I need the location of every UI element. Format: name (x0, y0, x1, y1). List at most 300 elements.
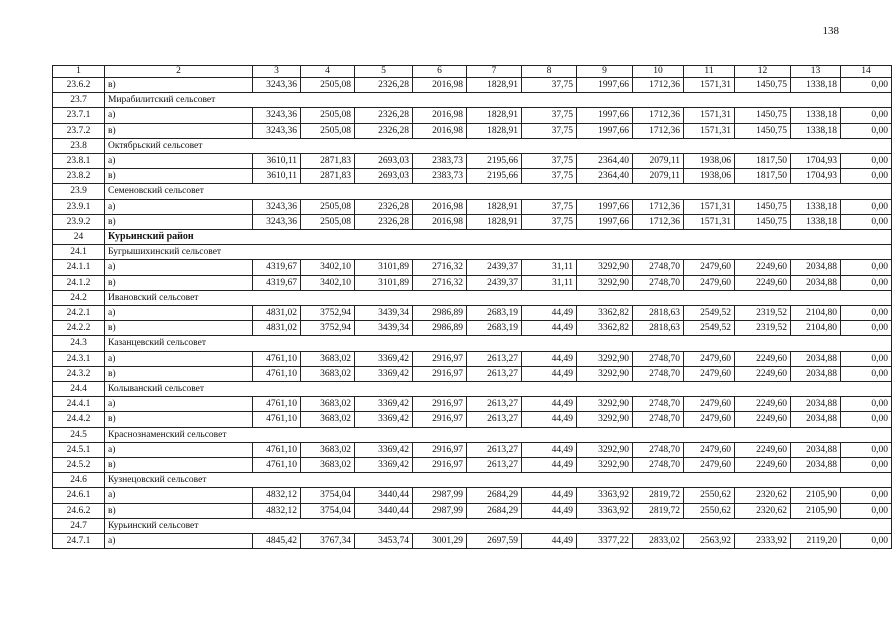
value-cell: 3243,36 (253, 78, 301, 93)
row-code: 24.2.1 (53, 306, 105, 321)
value-cell: 2505,08 (301, 108, 355, 123)
value-cell: 0,00 (841, 123, 892, 138)
value-cell: 3243,36 (253, 108, 301, 123)
value-cell: 2505,08 (301, 199, 355, 214)
value-cell: 1712,36 (633, 78, 684, 93)
row-code: 23.9.1 (53, 199, 105, 214)
value-cell: 2683,19 (467, 321, 522, 336)
value-cell: 37,75 (522, 214, 577, 229)
value-cell: 2479,60 (684, 397, 735, 412)
value-cell: 1450,75 (735, 108, 791, 123)
row-label: а) (105, 199, 253, 214)
value-cell: 2549,52 (684, 306, 735, 321)
value-cell: 0,00 (841, 108, 892, 123)
value-cell: 1450,75 (735, 78, 791, 93)
row-label: в) (105, 169, 253, 184)
value-cell: 2833,02 (633, 534, 684, 549)
section-title: Курьинский район (105, 230, 892, 245)
value-cell: 2916,97 (413, 412, 467, 427)
value-cell: 3683,02 (301, 351, 355, 366)
row-code: 23.7 (53, 93, 105, 108)
value-cell: 3292,90 (577, 351, 633, 366)
value-cell: 2479,60 (684, 412, 735, 427)
value-cell: 1938,06 (684, 169, 735, 184)
row-label: а) (105, 108, 253, 123)
value-cell: 2613,27 (467, 412, 522, 427)
value-cell: 2079,11 (633, 154, 684, 169)
value-cell: 1828,91 (467, 78, 522, 93)
value-cell: 2871,83 (301, 154, 355, 169)
table-row (53, 199, 892, 214)
value-cell: 1817,50 (735, 169, 791, 184)
value-cell: 3243,36 (253, 123, 301, 138)
value-cell: 44,49 (522, 534, 577, 549)
value-cell: 2916,97 (413, 366, 467, 381)
value-cell: 4761,10 (253, 458, 301, 473)
value-cell: 2818,63 (633, 321, 684, 336)
row-label: в) (105, 275, 253, 290)
value-cell: 3683,02 (301, 412, 355, 427)
value-cell: 2249,60 (735, 275, 791, 290)
table-row (53, 321, 892, 336)
value-cell: 2819,72 (633, 503, 684, 518)
value-cell: 4319,67 (253, 275, 301, 290)
value-cell: 3101,89 (355, 260, 413, 275)
value-cell: 3683,02 (301, 366, 355, 381)
table-row (53, 412, 892, 427)
column-header: 13 (791, 66, 841, 78)
section-row (53, 427, 892, 442)
value-cell: 1828,91 (467, 123, 522, 138)
value-cell: 2818,63 (633, 306, 684, 321)
value-cell: 2383,73 (413, 169, 467, 184)
column-header: 11 (684, 66, 735, 78)
value-cell: 3292,90 (577, 458, 633, 473)
value-cell: 1997,66 (577, 108, 633, 123)
value-cell: 2326,28 (355, 78, 413, 93)
row-code: 24.6.1 (53, 488, 105, 503)
value-cell: 1828,91 (467, 199, 522, 214)
value-cell: 3683,02 (301, 397, 355, 412)
column-header: 14 (841, 66, 892, 78)
section-title: Казанцевский сельсовет (105, 336, 892, 351)
value-cell: 2916,97 (413, 458, 467, 473)
value-cell: 2319,52 (735, 321, 791, 336)
value-cell: 44,49 (522, 412, 577, 427)
value-cell: 0,00 (841, 366, 892, 381)
value-cell: 3292,90 (577, 397, 633, 412)
value-cell: 2034,88 (791, 366, 841, 381)
value-cell: 1712,36 (633, 214, 684, 229)
value-cell: 2320,62 (735, 488, 791, 503)
value-cell: 1338,18 (791, 78, 841, 93)
section-title: Краснознаменский сельсовет (105, 427, 892, 442)
value-cell: 2326,28 (355, 108, 413, 123)
value-cell: 1571,31 (684, 123, 735, 138)
row-label: а) (105, 534, 253, 549)
row-label: в) (105, 123, 253, 138)
section-title: Курьинский сельсовет (105, 518, 892, 533)
value-cell: 3439,34 (355, 321, 413, 336)
value-cell: 3610,11 (253, 154, 301, 169)
value-cell: 2748,70 (633, 412, 684, 427)
value-cell: 0,00 (841, 214, 892, 229)
table-row (53, 458, 892, 473)
value-cell: 2716,32 (413, 260, 467, 275)
value-cell: 37,75 (522, 154, 577, 169)
value-cell: 2079,11 (633, 169, 684, 184)
value-cell: 3767,34 (301, 534, 355, 549)
value-cell: 2249,60 (735, 366, 791, 381)
value-cell: 4761,10 (253, 397, 301, 412)
value-cell: 3292,90 (577, 275, 633, 290)
section-row (53, 93, 892, 108)
value-cell: 3369,42 (355, 458, 413, 473)
value-cell: 1828,91 (467, 108, 522, 123)
value-cell: 2683,19 (467, 306, 522, 321)
value-cell: 3610,11 (253, 169, 301, 184)
section-title: Кузнецовский сельсовет (105, 473, 892, 488)
section-row (53, 290, 892, 305)
value-cell: 2119,20 (791, 534, 841, 549)
value-cell: 3369,42 (355, 366, 413, 381)
value-cell: 2748,70 (633, 458, 684, 473)
value-cell: 2986,89 (413, 321, 467, 336)
value-cell: 1712,36 (633, 199, 684, 214)
value-cell: 1338,18 (791, 108, 841, 123)
column-header: 7 (467, 66, 522, 78)
value-cell: 44,49 (522, 306, 577, 321)
value-cell: 3453,74 (355, 534, 413, 549)
value-cell: 2105,90 (791, 488, 841, 503)
value-cell: 1997,66 (577, 214, 633, 229)
value-cell: 2550,62 (684, 488, 735, 503)
value-cell: 4761,10 (253, 412, 301, 427)
value-cell: 37,75 (522, 199, 577, 214)
section-title: Колыванский сельсовет (105, 382, 892, 397)
value-cell: 3683,02 (301, 458, 355, 473)
value-cell: 2105,90 (791, 503, 841, 518)
value-cell: 4831,02 (253, 321, 301, 336)
value-cell: 2693,03 (355, 154, 413, 169)
table-row (53, 78, 892, 93)
value-cell: 44,49 (522, 366, 577, 381)
value-cell: 3001,29 (413, 534, 467, 549)
value-cell: 1828,91 (467, 214, 522, 229)
value-cell: 1817,50 (735, 154, 791, 169)
value-cell: 3362,82 (577, 321, 633, 336)
value-cell: 0,00 (841, 458, 892, 473)
value-cell: 4832,12 (253, 488, 301, 503)
value-cell: 1571,31 (684, 199, 735, 214)
table-row (53, 260, 892, 275)
row-label: в) (105, 412, 253, 427)
value-cell: 44,49 (522, 397, 577, 412)
row-code: 24.5.2 (53, 458, 105, 473)
value-cell: 3402,10 (301, 260, 355, 275)
row-label: в) (105, 214, 253, 229)
section-row (53, 230, 892, 245)
value-cell: 2550,62 (684, 503, 735, 518)
value-cell: 4845,42 (253, 534, 301, 549)
value-cell: 2034,88 (791, 458, 841, 473)
value-cell: 2549,52 (684, 321, 735, 336)
table-body (53, 66, 892, 549)
row-code: 24.5.1 (53, 442, 105, 457)
value-cell: 1338,18 (791, 123, 841, 138)
value-cell: 2249,60 (735, 458, 791, 473)
value-cell: 2195,66 (467, 169, 522, 184)
value-cell: 2249,60 (735, 442, 791, 457)
row-label: в) (105, 366, 253, 381)
value-cell: 37,75 (522, 78, 577, 93)
value-cell: 0,00 (841, 503, 892, 518)
value-cell: 37,75 (522, 169, 577, 184)
value-cell: 2748,70 (633, 351, 684, 366)
section-title: Ивановский сельсовет (105, 290, 892, 305)
value-cell: 3440,44 (355, 503, 413, 518)
row-label: в) (105, 321, 253, 336)
value-cell: 2479,60 (684, 366, 735, 381)
value-cell: 44,49 (522, 488, 577, 503)
value-cell: 2916,97 (413, 442, 467, 457)
row-code: 23.8.1 (53, 154, 105, 169)
value-cell: 2034,88 (791, 275, 841, 290)
value-cell: 0,00 (841, 260, 892, 275)
section-title: Бугрышихинский сельсовет (105, 245, 892, 260)
value-cell: 1712,36 (633, 108, 684, 123)
column-header: 3 (253, 66, 301, 78)
section-row (53, 382, 892, 397)
value-cell: 1712,36 (633, 123, 684, 138)
row-code: 24 (53, 230, 105, 245)
value-cell: 2034,88 (791, 351, 841, 366)
table-row (53, 123, 892, 138)
row-code: 23.8.2 (53, 169, 105, 184)
value-cell: 2748,70 (633, 275, 684, 290)
value-cell: 1450,75 (735, 214, 791, 229)
value-cell: 44,49 (522, 321, 577, 336)
value-cell: 2016,98 (413, 78, 467, 93)
value-cell: 44,49 (522, 351, 577, 366)
value-cell: 1450,75 (735, 123, 791, 138)
value-cell: 2505,08 (301, 214, 355, 229)
value-cell: 2320,62 (735, 503, 791, 518)
section-row (53, 184, 892, 199)
row-label: а) (105, 260, 253, 275)
value-cell: 1450,75 (735, 199, 791, 214)
row-code: 24.7.1 (53, 534, 105, 549)
value-cell: 4761,10 (253, 366, 301, 381)
value-cell: 2748,70 (633, 442, 684, 457)
value-cell: 2104,80 (791, 306, 841, 321)
value-cell: 2034,88 (791, 260, 841, 275)
row-code: 23.9 (53, 184, 105, 199)
value-cell: 2479,60 (684, 275, 735, 290)
value-cell: 44,49 (522, 503, 577, 518)
row-code: 24.3.1 (53, 351, 105, 366)
value-cell: 4761,10 (253, 442, 301, 457)
row-code: 24.2 (53, 290, 105, 305)
section-title: Семеновский сельсовет (105, 184, 892, 199)
value-cell: 2697,59 (467, 534, 522, 549)
value-cell: 2439,37 (467, 260, 522, 275)
value-cell: 2195,66 (467, 154, 522, 169)
value-cell: 1938,06 (684, 154, 735, 169)
table-row (53, 275, 892, 290)
value-cell: 4832,12 (253, 503, 301, 518)
value-cell: 2249,60 (735, 260, 791, 275)
row-label: а) (105, 351, 253, 366)
value-cell: 1997,66 (577, 78, 633, 93)
value-cell: 3292,90 (577, 260, 633, 275)
value-cell: 2326,28 (355, 199, 413, 214)
value-cell: 2748,70 (633, 260, 684, 275)
row-label: а) (105, 306, 253, 321)
value-cell: 31,11 (522, 275, 577, 290)
value-cell: 3243,36 (253, 214, 301, 229)
header-row (53, 66, 892, 78)
value-cell: 0,00 (841, 397, 892, 412)
table-row (53, 366, 892, 381)
row-code: 23.7.2 (53, 123, 105, 138)
column-header: 8 (522, 66, 577, 78)
value-cell: 3439,34 (355, 306, 413, 321)
row-code: 24.6.2 (53, 503, 105, 518)
value-cell: 3363,92 (577, 503, 633, 518)
value-cell: 0,00 (841, 78, 892, 93)
value-cell: 3369,42 (355, 351, 413, 366)
value-cell: 2034,88 (791, 412, 841, 427)
row-code: 23.7.1 (53, 108, 105, 123)
value-cell: 2684,29 (467, 503, 522, 518)
row-code: 24.1.1 (53, 260, 105, 275)
table-row (53, 306, 892, 321)
value-cell: 3752,94 (301, 306, 355, 321)
table-row (53, 154, 892, 169)
row-code: 24.1.2 (53, 275, 105, 290)
value-cell: 2034,88 (791, 397, 841, 412)
value-cell: 0,00 (841, 351, 892, 366)
value-cell: 3402,10 (301, 275, 355, 290)
value-cell: 3377,22 (577, 534, 633, 549)
value-cell: 1571,31 (684, 108, 735, 123)
value-cell: 2479,60 (684, 351, 735, 366)
value-cell: 3363,92 (577, 488, 633, 503)
row-code: 24.4.1 (53, 397, 105, 412)
value-cell: 4761,10 (253, 351, 301, 366)
value-cell: 2986,89 (413, 306, 467, 321)
value-cell: 2364,40 (577, 154, 633, 169)
table-row (53, 169, 892, 184)
value-cell: 0,00 (841, 412, 892, 427)
column-header: 1 (53, 66, 105, 78)
row-code: 24.3 (53, 336, 105, 351)
row-label: а) (105, 154, 253, 169)
value-cell: 3292,90 (577, 442, 633, 457)
column-header: 10 (633, 66, 684, 78)
value-cell: 2249,60 (735, 412, 791, 427)
value-cell: 3754,04 (301, 503, 355, 518)
row-label: а) (105, 488, 253, 503)
value-cell: 0,00 (841, 321, 892, 336)
value-cell: 1997,66 (577, 123, 633, 138)
data-table (52, 65, 892, 549)
row-label: в) (105, 503, 253, 518)
value-cell: 3440,44 (355, 488, 413, 503)
table-row (53, 108, 892, 123)
row-code: 24.1 (53, 245, 105, 260)
value-cell: 2016,98 (413, 123, 467, 138)
value-cell: 37,75 (522, 108, 577, 123)
column-header: 12 (735, 66, 791, 78)
column-header: 5 (355, 66, 413, 78)
value-cell: 2383,73 (413, 154, 467, 169)
value-cell: 2987,99 (413, 503, 467, 518)
table-row (53, 488, 892, 503)
value-cell: 0,00 (841, 442, 892, 457)
value-cell: 2439,37 (467, 275, 522, 290)
table-row (53, 442, 892, 457)
page-number: 138 (822, 25, 839, 37)
row-code: 24.7 (53, 518, 105, 533)
value-cell: 2326,28 (355, 214, 413, 229)
value-cell: 2716,32 (413, 275, 467, 290)
value-cell: 1338,18 (791, 199, 841, 214)
value-cell: 2613,27 (467, 458, 522, 473)
value-cell: 37,75 (522, 123, 577, 138)
section-row (53, 473, 892, 488)
row-code: 23.9.2 (53, 214, 105, 229)
value-cell: 2748,70 (633, 397, 684, 412)
value-cell: 2249,60 (735, 351, 791, 366)
value-cell: 2613,27 (467, 442, 522, 457)
table-row (53, 397, 892, 412)
value-cell: 2916,97 (413, 351, 467, 366)
value-cell: 0,00 (841, 275, 892, 290)
value-cell: 1997,66 (577, 199, 633, 214)
value-cell: 3292,90 (577, 412, 633, 427)
value-cell: 2819,72 (633, 488, 684, 503)
row-label: а) (105, 442, 253, 457)
value-cell: 2613,27 (467, 366, 522, 381)
value-cell: 2034,88 (791, 442, 841, 457)
row-code: 24.3.2 (53, 366, 105, 381)
value-cell: 0,00 (841, 488, 892, 503)
row-code: 24.4 (53, 382, 105, 397)
value-cell: 2684,29 (467, 488, 522, 503)
value-cell: 2249,60 (735, 397, 791, 412)
value-cell: 2563,92 (684, 534, 735, 549)
value-cell: 2016,98 (413, 199, 467, 214)
table-row (53, 503, 892, 518)
row-code: 23.6.2 (53, 78, 105, 93)
column-header: 2 (105, 66, 253, 78)
value-cell: 1704,93 (791, 154, 841, 169)
value-cell: 2693,03 (355, 169, 413, 184)
value-cell: 2748,70 (633, 366, 684, 381)
value-cell: 2104,80 (791, 321, 841, 336)
value-cell: 2326,28 (355, 123, 413, 138)
value-cell: 2916,97 (413, 397, 467, 412)
value-cell: 2319,52 (735, 306, 791, 321)
value-cell: 0,00 (841, 534, 892, 549)
value-cell: 3369,42 (355, 442, 413, 457)
value-cell: 3243,36 (253, 199, 301, 214)
value-cell: 2871,83 (301, 169, 355, 184)
row-code: 24.5 (53, 427, 105, 442)
value-cell: 2016,98 (413, 214, 467, 229)
